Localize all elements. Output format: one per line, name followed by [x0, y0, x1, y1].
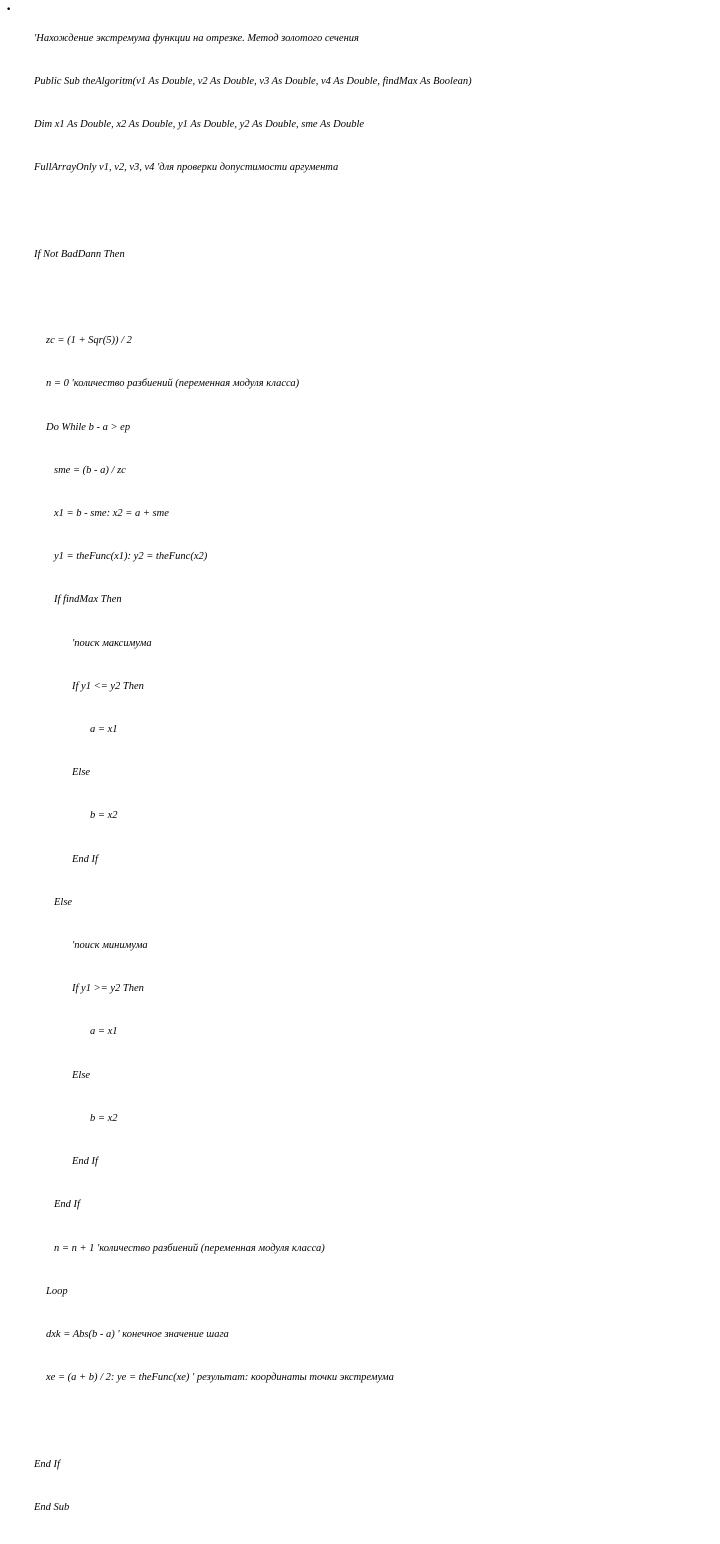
code-line-n-increment: n = n + 1 'количество разбиений (переменная модуля класса)	[54, 1242, 325, 1254]
code-line-zc: zc = (1 + Sqr(5)) / 2	[46, 335, 132, 347]
code-line-x1-x2: x1 = b - sme: x2 = a + sme	[54, 508, 169, 520]
code-line-end-if: End If	[72, 853, 98, 865]
code-line-blank	[34, 291, 472, 305]
bullet-marker: •	[6, 5, 12, 15]
code-line-end-if: End If	[72, 1156, 98, 1168]
code-line-b-x2: b = x2	[90, 1112, 118, 1124]
code-line-end-if: End If	[34, 1458, 60, 1470]
code-line-sme: sme = (b - a) / zc	[54, 464, 126, 476]
code-line-blank	[34, 1414, 472, 1428]
code-line-end-if: End If	[54, 1199, 80, 1211]
code-line-y1-y2: y1 = theFunc(x1): y2 = theFunc(x2)	[54, 551, 208, 563]
code-line-comment-title: 'Нахождение экстремума функции на отрезке. Метод золотого сечения	[34, 32, 359, 44]
code-line-a-x1: a = x1	[90, 724, 118, 736]
code-line-else: Else	[72, 1069, 91, 1081]
code-line-if-not-baddann: If Not BadDann Then	[34, 248, 125, 260]
code-line-if-y1-le-y2: If y1 <= y2 Then	[72, 680, 144, 692]
code-line-comment-max: 'поиск максимума	[72, 637, 152, 649]
code-line-if-y1-ge-y2: If y1 >= y2 Then	[72, 983, 144, 995]
code-line-else: Else	[72, 767, 91, 779]
code-line-n-init: n = 0 'количество разбиений (переменная модуля класса)	[46, 378, 300, 390]
code-line-sub-declaration: Public Sub theAlgoritm(v1 As Double, v2 As Double, v3 As Double, v4 As Double, findMax As Boolean)	[34, 76, 472, 88]
code-line-blank	[34, 205, 472, 219]
code-line-xe-ye: xe = (a + b) / 2: ye = theFunc(xe) ' результат: координаты точки экстремума	[46, 1372, 394, 1384]
code-line-fullarrayonly: FullArrayOnly v1, v2, v3, v4 'для проверки допустимости аргумента	[34, 162, 339, 174]
code-line-if-findmax: If findMax Then	[54, 594, 122, 606]
code-line-loop: Loop	[46, 1285, 68, 1297]
code-line-comment-min: 'поиск минимума	[72, 940, 148, 952]
code-line-do-while: Do While b - a > ep	[46, 421, 131, 433]
code-line-dxk: dxk = Abs(b - a) ' конечное значение шага	[46, 1328, 229, 1340]
code-line-b-x2: b = x2	[90, 810, 118, 822]
code-line-else: Else	[54, 896, 73, 908]
code-line-dim: Dim x1 As Double, x2 As Double, y1 As Double, y2 As Double, sme As Double	[34, 119, 365, 131]
code-listing	[34, 3, 472, 1544]
code-line-a-x1: a = x1	[90, 1026, 118, 1038]
code-line-end-sub: End Sub	[34, 1501, 70, 1513]
